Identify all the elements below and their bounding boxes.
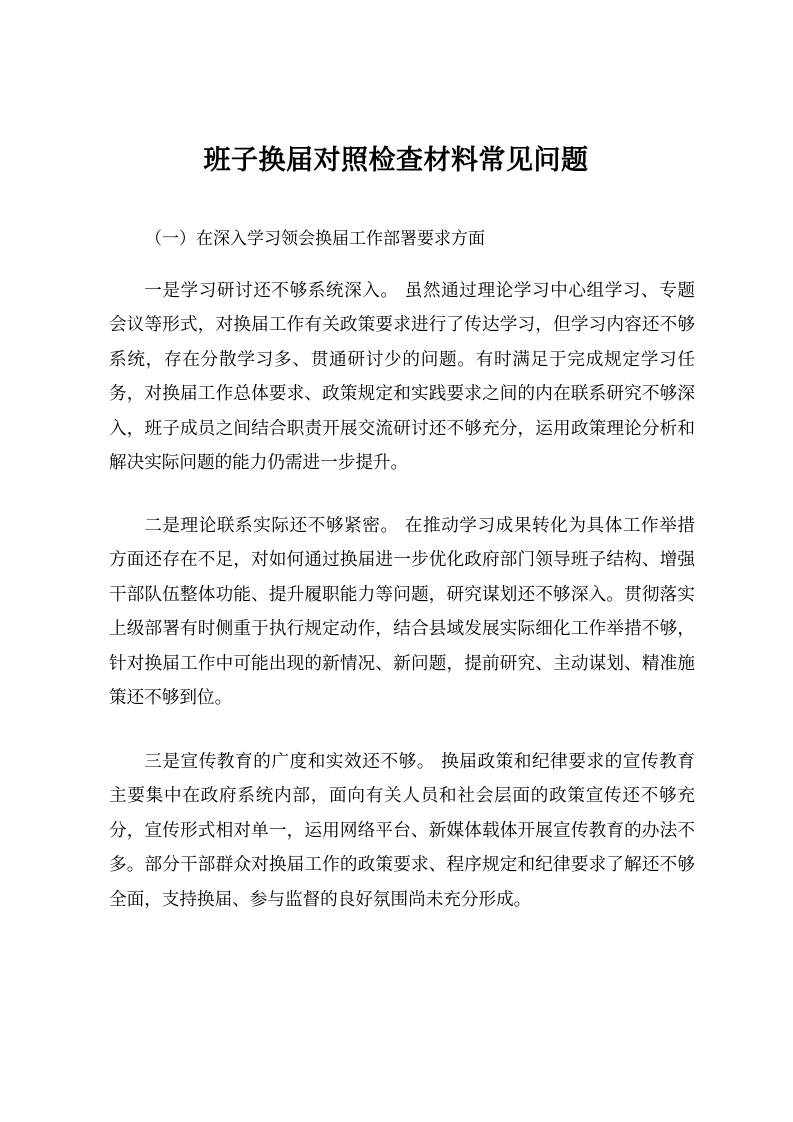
document-title: 班子换届对照检查材料常见问题 — [203, 145, 589, 176]
paragraph-2: 二是理论联系实际还不够紧密。 在推动学习成果转化为具体工作举措方面还存在不足，对如何通过换届进一步优化政府部门领导班子结构、增强干部队伍整体功能、提升履职能力等问题，研究谋划还不够深入。贯彻落实上级部署有时侧重于执行规定动作，结合县域发展实际细化工作举措不够，针对换届工作中可能出现的新情况、新问题，提前研究、主动谋划、精准施策还不够到位。 — [109, 516, 695, 709]
paragraph-1: 一是学习研讨还不够系统深入。 虽然通过理论学习中心组学习、专题会议等形式，对换届工作有关政策要求进行了传达学习，但学习内容还不够系统，存在分散学习多、贯通研讨少的问题。有时满足于完成规定学习任务，对换届工作总体要求、政策规定和实践要求之间的内在联系研究不够深入，班子成员之间结合职责开展交流研讨还不够充分，运用政策理论分析和解决实际问题的能力仍需进一步提升。 — [109, 281, 695, 474]
section-heading: （一）在深入学习领会换届工作部署要求方面 — [145, 229, 485, 249]
paragraph-3: 三是宣传教育的广度和实效还不够。 换届政策和纪律要求的宣传教育主要集中在政府系统内部，面向有关人员和社会层面的政策宣传还不够充分，宣传形式相对单一，运用网络平台、新媒体载体开展宣传教育的办法不多。部分干部群众对换届工作的政策要求、程序规定和纪律要求了解还不够全面，支持换届、参与监督的良好氛围尚未充分形成。 — [109, 752, 695, 910]
